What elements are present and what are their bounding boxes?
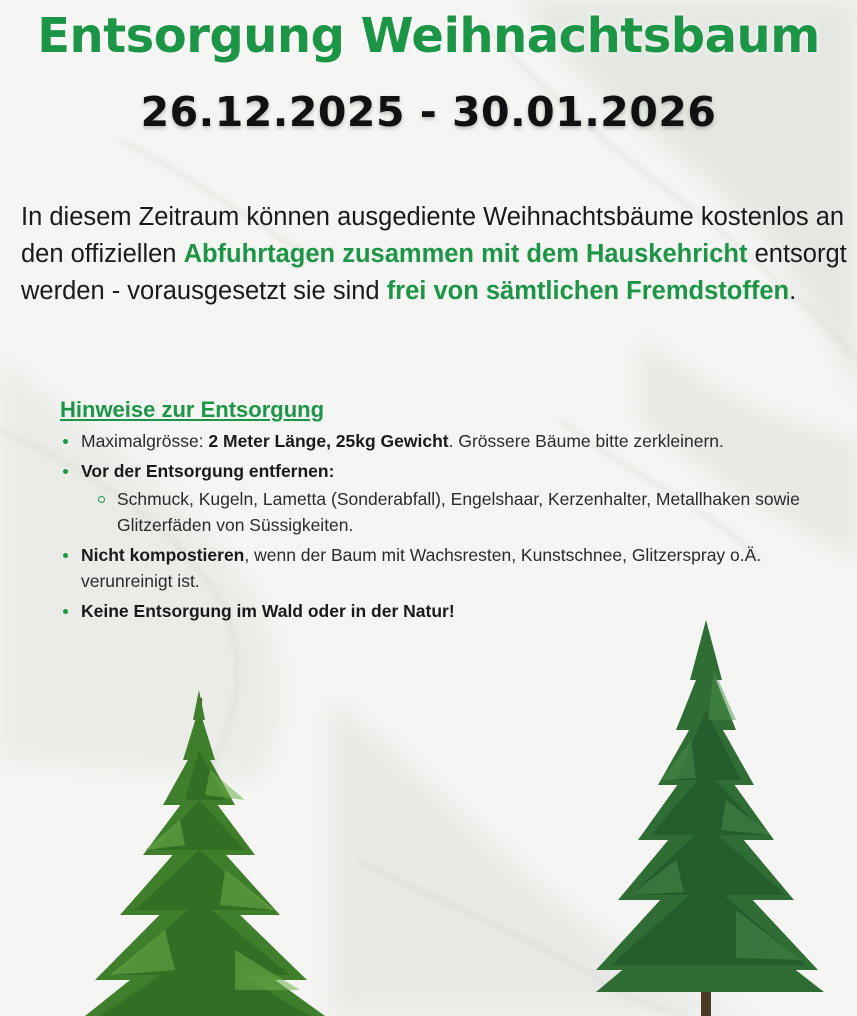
intro-highlight-pickup-days: Abfuhrtagen zusammen mit dem Hauskehricht	[183, 240, 748, 268]
sublist-item-decorations	[94, 486, 840, 538]
fir-tree-left-image	[85, 690, 325, 1016]
no-compost-text: , wenn der Baum mit Wachsresten, Kunstschnee, Glitzerspray o.Ä. verunreinigt ist.	[81, 545, 762, 591]
list-item-max-size	[60, 428, 840, 454]
bullet-icon	[63, 469, 68, 474]
remove-before-label: Vor der Entsorgung entfernen:	[81, 461, 335, 481]
remove-before-sublist	[94, 486, 840, 538]
max-size-value: 2 Meter Länge, 25kg Gewicht	[208, 431, 449, 451]
notes-heading: Hinweise zur Entsorgung	[60, 397, 325, 422]
no-forest-text: Keine Entsorgung im Wald oder in der Natur!	[81, 601, 455, 621]
list-item-no-compost	[60, 542, 840, 594]
intro-text: In diesem Zeitraum können ausgediente Weihnachtsbäume kostenlos an den offiziellen	[21, 203, 845, 268]
bullet-icon	[63, 439, 68, 444]
intro-period: .	[789, 277, 797, 305]
date-range: 26.12.2025 - 30.01.2026	[140, 88, 717, 136]
max-size-suffix: . Grössere Bäume bitte zerkleinern.	[448, 431, 724, 451]
fir-tree-right-image	[596, 620, 824, 1016]
bullet-icon	[63, 609, 68, 614]
decorations-text: Schmuck, Kugeln, Lametta (Sonderabfall), Engelshaar, Kerzenhalter, Metallhaken sowie Glitzerfäden von Süssigkeiten.	[117, 489, 800, 535]
no-compost-label: Nicht kompostieren	[81, 545, 245, 565]
bullet-icon	[63, 553, 68, 558]
list-item-remove-before	[60, 458, 840, 538]
intro-highlight-no-foreign-material: frei von sämtlichen Fremdstoffen	[386, 277, 790, 305]
notes-list	[60, 428, 840, 624]
intro-text: entsorgt werden - vorausgesetzt sie sind	[21, 240, 847, 305]
max-size-prefix: Maximalgrösse:	[81, 431, 209, 451]
intro-paragraph	[21, 199, 851, 310]
page-title: Entsorgung Weihnachtsbaum	[37, 8, 820, 64]
disposal-notes	[60, 396, 840, 628]
circle-bullet-icon	[98, 496, 105, 503]
